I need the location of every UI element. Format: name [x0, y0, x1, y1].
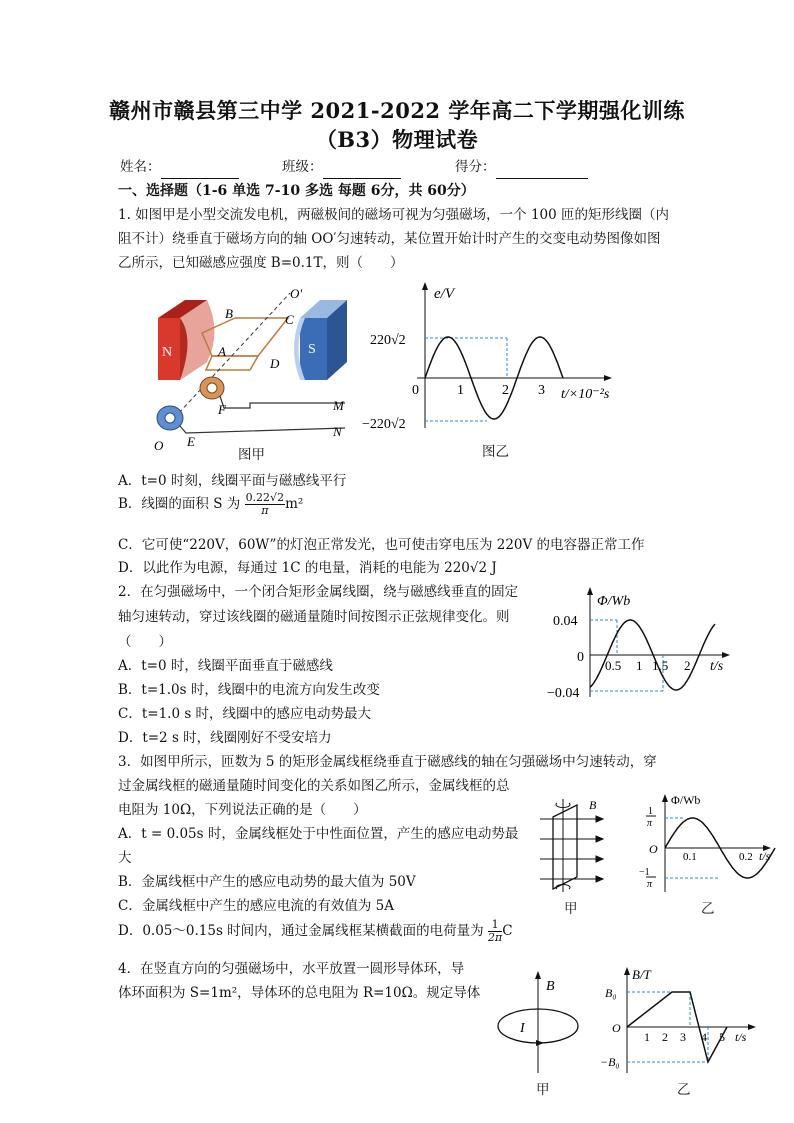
q2-option-c[interactable]: C．t=1.0 s 时，线圈中的感应电动势最大 [118, 706, 372, 722]
q3-option-c[interactable]: C．金属线框中产生的感应电流的有效值为 5A [118, 898, 394, 914]
q1-option-d[interactable]: D．以此作为电源，每通过 1C 的电量，消耗的电能为 220√2 J [118, 560, 497, 576]
page-title: 赣州市赣县第三中学 2021-2022 学年高二下学期强化训练 [109, 98, 685, 123]
q3-chart-x02: 0.2 [739, 851, 753, 863]
q3-chart-origin: O [649, 842, 658, 856]
name-blank[interactable] [161, 164, 239, 179]
q1-chart-x1: 1 [457, 383, 464, 398]
q1-line2: 阻不计）绕垂直于磁场方向的轴 OO′匀速转动，某位置开始计时产生的交变电动势图像如图 [118, 231, 661, 247]
class-blank[interactable] [323, 164, 401, 179]
q1-chart-ylabel: e/V [434, 286, 454, 302]
label-o: O [154, 438, 164, 453]
q2-line3: （ ） [118, 634, 172, 650]
label-e: E [187, 434, 195, 449]
q4-fig-a-caption: 甲 [536, 1082, 550, 1098]
q4-current-label: I [520, 1021, 525, 1036]
q2-chart-origin: 0 [577, 650, 584, 665]
q2-flux-chart [545, 585, 745, 705]
score-label: 得分： [455, 159, 496, 175]
q3-option-d-unit: C [502, 923, 513, 939]
q1-chart-x3: 3 [538, 383, 545, 398]
q1-chart-x2: 2 [502, 383, 509, 398]
q3-flux-chart [635, 790, 785, 895]
label-b: B [225, 306, 233, 321]
q1-chart-origin: 0 [412, 383, 419, 398]
q2-chart-x05: 0.5 [605, 658, 622, 673]
label-c: C [285, 312, 294, 327]
q1-option-b-text: B．线圈的面积 S 为 [118, 496, 241, 512]
label-d: D [270, 356, 280, 371]
label-f: F [218, 402, 226, 417]
section-heading: 一、选择题（1-6 单选 7-10 多选 每题 6分，共 60分） [118, 183, 475, 199]
q1-chart-xlabel: t/×10⁻²s [561, 387, 610, 402]
q4-chart-x4: 4 [701, 1030, 707, 1044]
q4-line2: 体环面积为 S=1m²，导体环的总电阻为 R=10Ω。规定导体 [118, 985, 481, 1001]
q2-option-b[interactable]: B．t=1.0s 时，线圈中的电流方向发生改变 [118, 682, 380, 698]
q2-chart-ymin: −0.04 [547, 686, 580, 701]
q3-option-d-fraction: $\frac{1}{2\pi}$ [487, 918, 503, 944]
q1-chart-ymin: −220√2 [362, 417, 406, 432]
q4-fig-b-caption: 乙 [677, 1082, 691, 1098]
q4-chart-x1: 1 [644, 1030, 650, 1044]
q1-emf-chart [362, 278, 632, 438]
q1-fig-a-caption: 图甲 [238, 447, 265, 463]
q4-field-label: B [546, 979, 555, 994]
q4-chart-xlabel: t/s [735, 1030, 747, 1044]
q3-option-d-text: D．0.05～0.15s 时间内，通过金属线框某横截面的电荷量为 [118, 923, 484, 939]
q1-generator-figure [140, 278, 365, 468]
q4-chart-x2: 2 [662, 1030, 668, 1044]
q4-ring-figure [492, 968, 592, 1078]
q2-chart-x15: 1.5 [652, 658, 669, 673]
page-subtitle: （B3）物理试卷 [315, 127, 479, 152]
q2-chart-x2: 2 [684, 658, 691, 673]
q1-option-c[interactable]: C．它可使“220V，60W”的灯泡正常发光，也可使击穿电压为 220V 的电容器正常工作 [118, 537, 645, 553]
q4-chart-ylabel: B/T [632, 967, 651, 982]
q2-line2: 轴匀速转动，穿过该线圈的磁通量随时间按图示正弦规律变化。则 [118, 609, 510, 625]
q1-option-b[interactable] [118, 492, 303, 517]
q3-chart-x01: 0.1 [683, 851, 697, 863]
q4-chart-x3: 3 [680, 1030, 686, 1044]
name-field [120, 155, 239, 179]
q3-field-label: B [589, 798, 597, 812]
q2-option-a[interactable]: A．t=0 时，线圈平面垂直于磁感线 [118, 658, 333, 674]
q2-chart-ylabel: Φ/Wb [597, 594, 631, 609]
label-a: A [218, 344, 226, 359]
q2-chart-x1: 1 [636, 658, 643, 673]
q4-line1: 4．在竖直方向的匀强磁场中，水平放置一圆形导体环，导 [118, 961, 465, 977]
label-m: M [333, 398, 344, 413]
score-blank[interactable] [496, 164, 588, 179]
q4-chart-x5: 5 [719, 1030, 725, 1044]
q1-line3: 乙所示，已知磁感应强度 B=0.1T，则（ ） [118, 255, 404, 271]
q1-option-a[interactable]: A．t=0 时刻，线圈平面与磁感线平行 [118, 473, 347, 489]
q3-fig-b-caption: 乙 [701, 901, 715, 917]
q1-option-b-fraction: $\frac{0.22√2}{\pi}$ [245, 491, 285, 517]
q3-frame-figure [535, 797, 610, 897]
q2-chart-ymax: 0.04 [553, 614, 578, 629]
class-field [282, 155, 401, 179]
q3-chart-xlabel: t/s [759, 849, 771, 863]
q1-line1: 1. 如图甲是小型交流发电机，两磁极间的磁场可视为匀强磁场，一个 100 匝的矩形线圈（内 [118, 207, 670, 223]
q3-line2: 过金属线框的磁通量随时间变化的关系如图乙所示，金属线框的总 [118, 778, 510, 794]
label-n: N [333, 424, 342, 439]
q1-option-b-unit: m² [285, 496, 304, 512]
q1-chart-ymax: 220√2 [370, 333, 406, 348]
q3-chart-ytop: 1 [648, 806, 653, 817]
q4-b-chart [600, 965, 765, 1075]
q2-option-d[interactable]: D．t=2 s 时，线圈刚好不受安培力 [118, 730, 332, 746]
label-o-prime: O′ [290, 286, 303, 301]
q3-fig-a-caption: 甲 [564, 901, 578, 917]
north-pole-label: N [162, 345, 173, 360]
q2-line1: 2．在匀强磁场中，一个闭合矩形金属线圈，绕与磁感线垂直的固定 [118, 584, 519, 600]
q3-option-d[interactable] [118, 919, 513, 944]
q3-chart-ybot-den: π [647, 879, 653, 890]
q4-chart-ymax: B₀ [605, 986, 617, 1000]
q4-chart-origin: O [612, 1021, 621, 1035]
q3-line3: 电阻为 10Ω，下列说法正确的是（ ） [118, 802, 367, 818]
q4-chart-ymin: −B₀ [600, 1055, 620, 1069]
q3-line1: 3．如图甲所示，匝数为 5 的矩形金属线框绕垂直于磁感线的轴在匀强磁场中匀速转动，穿 [118, 754, 657, 770]
q3-option-a[interactable]: A．t = 0.05s 时，金属线框处于中性面位置，产生的感应电动势最 [118, 826, 519, 842]
q1-fig-b-caption: 图乙 [482, 444, 509, 460]
q3-chart-ylabel: Φ/Wb [671, 793, 701, 807]
q3-chart-ybot: −1 [639, 867, 650, 878]
q3-chart-ytop-den: π [647, 818, 653, 829]
name-label: 姓名： [120, 159, 161, 175]
score-field [455, 155, 588, 179]
q3-option-a-cont: 大 [118, 850, 132, 866]
q3-option-b[interactable]: B．金属线框中产生的感应电动势的最大值为 50V [118, 874, 416, 890]
q2-chart-xlabel: t/s [710, 659, 724, 674]
class-label: 班级： [282, 159, 323, 175]
south-pole-label: S [308, 342, 316, 357]
